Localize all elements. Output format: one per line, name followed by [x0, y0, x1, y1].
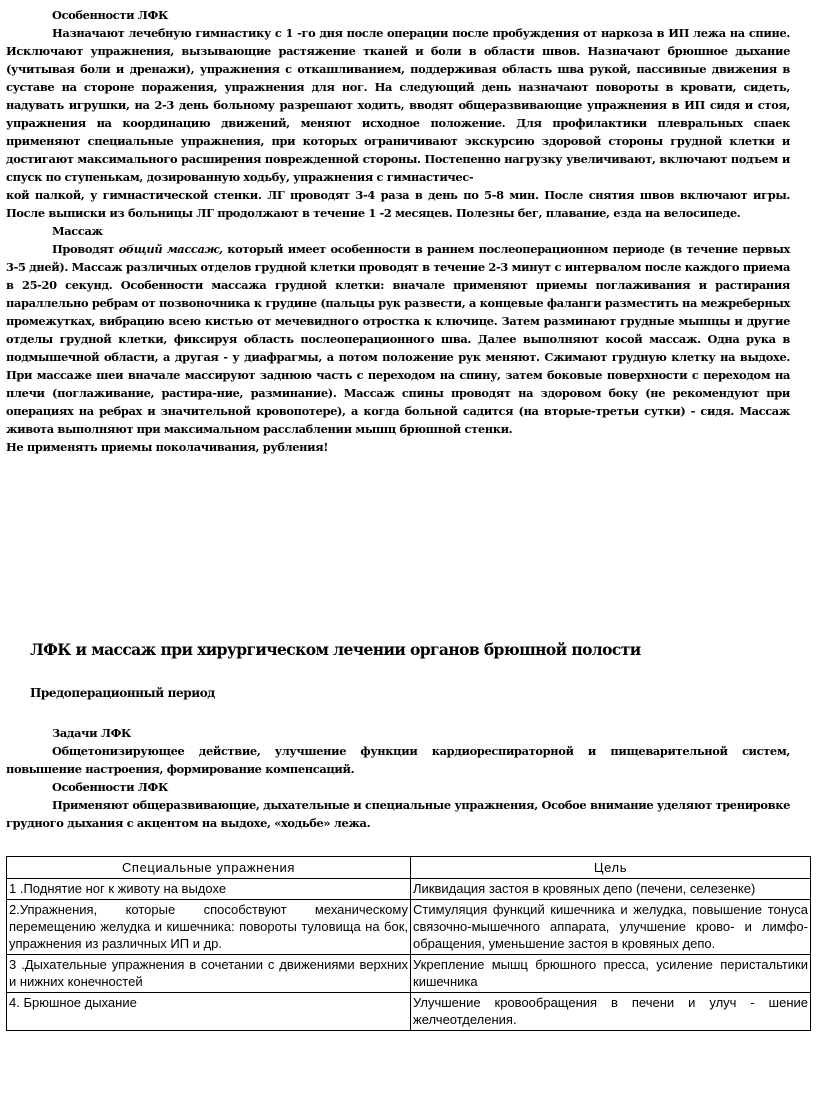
table-row [7, 900, 811, 955]
table-cell: 3 .Дыхательные упражнения в сочетании с движениями верхних и нижних конечностей [7, 955, 411, 993]
section-title [30, 640, 800, 659]
table-header-row [7, 857, 811, 879]
text-run: который имеет особенности в раннем послеоперационном периоде (в течение первых 3-5 дней). Массаж различных отделов грудной клетки проводят в течение 2-3 минут с интервалом после каждого приема в 25-20 секунд. Особенности массажа грудной клетки: вначале применяют приемы поглаживания и растирания параллельно ребрам от позвоночника к грудине (пальцы рук развести, а концевые фаланги разместить на межреберных промежутках, вибрацию всею кистью от мечевидного отростка к ключице. Затем разминают грудные мышцы и другие отделы грудной клетки, фиксируя область послеоперационного шва. Далее выполняют косой массаж. Одна рука в подмышечной области, а другая - у диафрагмы, а потом положение рук меняют. Сжимают грудную клетку на выдохе. При массаже шеи вначале массируют заднюю часть с переходом на спину, затем боковые поверхности с переходом на плечи (поглаживание, растира-ние, разминание). Массаж спины проводят на здоровом боку (не рекомендуют при операциях на ребрах и значительной кровопотере), а когда больной садится (на вторые-третьи сутки) - сидя. Массаж живота выполняют при максимальном расслаблении мышц брюшной стенки. [6, 242, 790, 436]
table-cell: Улучшение кровообращения в печени и улуч - шение желчеотделения. [411, 993, 811, 1031]
lfk-features-block [6, 6, 790, 456]
column-header: Цель [411, 857, 811, 879]
section-heading: Особенности ЛФК [52, 8, 168, 22]
section-heading: Особенности ЛФК [52, 780, 168, 794]
exercises-table [6, 856, 811, 1031]
emphasis-text: общий массаж, [118, 242, 223, 256]
section-heading: Массаж [52, 224, 103, 238]
table-cell: 2.Упражнения, которые способствуют механическому перемещению желудка и кишечника: повороты туловища на бок, упражнения из различных ИП и др. [7, 900, 411, 955]
table-cell: Стимуляция функций кишечника и желудка, повышение тонуса связочно-мышечного аппарата, улучшение крово- и лимфо- обращения, уменьшение застоя в кровяных депо. [411, 900, 811, 955]
table-cell: 4. Брюшное дыхание [7, 993, 411, 1031]
paragraph: Общетонизирующее действие, улучшение функции кардиореспираторной и пищеварительной систем, повышение настроения, формирование компенсаций. [6, 744, 790, 776]
table-cell: Укрепление мышц брюшного пресса, усиление перистальтики кишечника [411, 955, 811, 993]
table-row [7, 879, 811, 900]
column-header: Специальные упражнения [7, 857, 411, 879]
text-run: Проводят [52, 242, 119, 256]
massage-paragraph [6, 240, 790, 438]
warning-text: Не применять приемы поколачивания, рубления! [6, 440, 328, 454]
period-title: Предоперационный период [30, 686, 215, 700]
paragraph: Применяют общеразвивающие, дыхательные и специальные упражнения, Особое внимание уделяют тренировке грудного дыхания с акцентом на выдохе, «ходьбе» лежа. [6, 798, 790, 830]
table-row [7, 955, 811, 993]
chapter-title: ЛФК и массаж при хирургическом лечении органов брюшной полости [30, 640, 641, 659]
section-heading: Задачи ЛФК [52, 726, 132, 740]
table-cell: Ликвидация застоя в кровяных депо (печени, селезенке) [411, 879, 811, 900]
table-cell: 1 .Поднятие ног к животу на выдохе [7, 879, 411, 900]
table-row [7, 993, 811, 1031]
paragraph: кой палкой, у гимнастической стенки. ЛГ проводят 3-4 раза в день по 5-8 мин. После снятия швов включают игры. После выписки из больницы ЛГ продолжают в течение 1 -2 месяцев. Полезны бег, плавание, езда на велосипеде. [6, 188, 790, 220]
tasks-block [6, 724, 790, 832]
paragraph: Назначают лечебную гимнастику с 1 -го дня после операции после пробуждения от наркоза в ИП лежа на спине. Исключают упражнения, вызывающие растяжение тканей и боли в области швов. Назначают брюшное дыхание (учитывая боли и дренажи), упражнения с откашливанием, поддерживая область шва рукой, пассивные движения в суставе на стороне поражения, упражнения для ног. На следующий день назначают повороты в кровати, сидеть, надувать игрушки, на 2-3 день больному разрешают ходить, вводят общеразвивающие упражнения в ИП сидя и стоя, упражнения на координацию движений, меняют исходное положение. Для профилактики плевральных спаек применяют специальные упражнения, при которых ограничивают экскурсию здоровой стороны грудной клетки и достигают максимального расширения поврежденной стороны. Постепенно нагрузку увеличивают, включают подъем и спуск по ступенькам, дозированную ходьбу, упражнения с гимнастичес- [6, 26, 790, 184]
period-block [30, 686, 800, 700]
